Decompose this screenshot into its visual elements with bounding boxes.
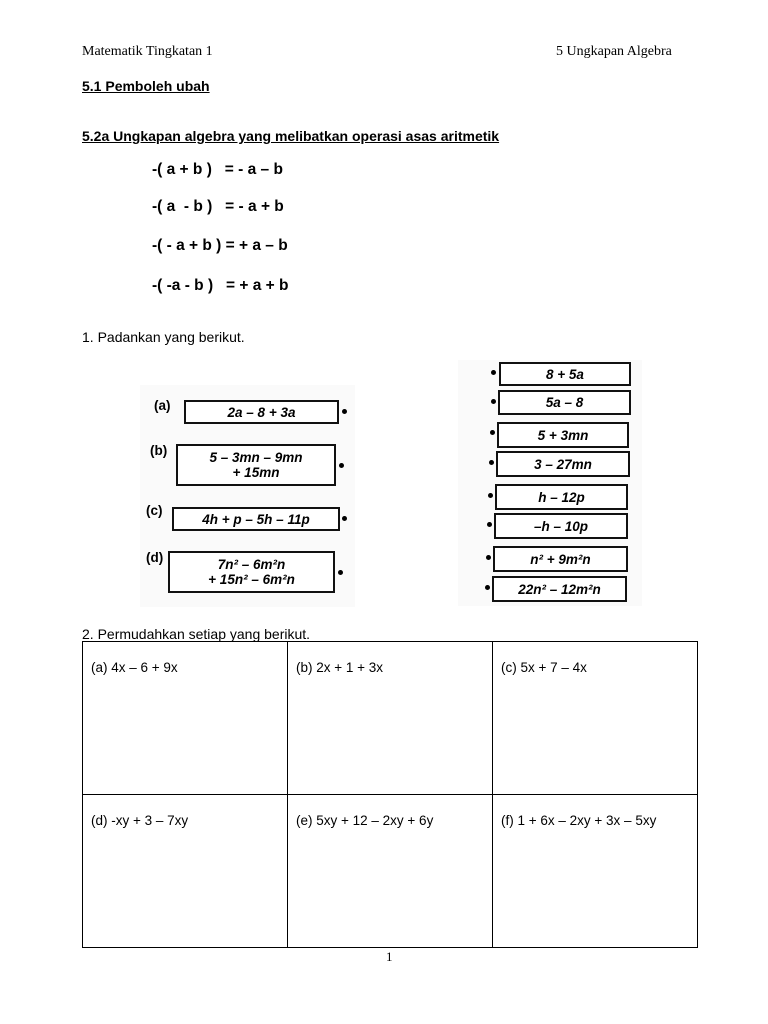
answer-box-6 xyxy=(494,513,628,539)
answer-cell-a[interactable]: (a) 4x – 6 + 9x xyxy=(83,642,288,795)
expression-box-d xyxy=(168,551,335,593)
answer-cell-e[interactable]: (e) 5xy + 12 – 2xy + 6y xyxy=(288,795,493,948)
expression-d-line-2: + 15n² – 6m²n xyxy=(208,572,295,587)
header-right: 5 Ungkapan Algebra xyxy=(556,44,672,59)
expression-box-a xyxy=(184,400,339,424)
section-5-2a-heading: 5.2a Ungkapan algebra yang melibatkan operasi asas aritmetik xyxy=(82,128,500,144)
answer-box-7 xyxy=(493,546,628,572)
answer-box-4 xyxy=(496,451,630,477)
question-2-text: 2. Permudahkan setiap yang berikut. xyxy=(82,626,311,642)
answer-3-text: 5 + 3mn xyxy=(537,427,589,443)
section-5-1-heading: 5.1 Pemboleh ubah xyxy=(82,78,210,94)
answer-box-2 xyxy=(498,390,631,415)
answer-5-text: h – 12p xyxy=(538,489,585,505)
answer-2-text: 5a – 8 xyxy=(545,395,584,410)
match-dot-d[interactable] xyxy=(338,570,343,575)
rule-2: -( a - b ) = - a + b xyxy=(152,198,284,215)
answer-cell-b[interactable]: (b) 2x + 1 + 3x xyxy=(288,642,493,795)
match-dot-r3[interactable] xyxy=(490,430,495,435)
expression-b-line-1: 5 – 3mn – 9mn xyxy=(209,450,303,465)
answer-8-text: 22n² – 12m²n xyxy=(518,581,601,597)
page-number: 1 xyxy=(386,949,393,964)
expression-c-line-1: 4h + p – 5h – 11p xyxy=(202,511,310,527)
item-label-c: (c) xyxy=(146,503,163,518)
match-dot-r6[interactable] xyxy=(487,522,492,527)
table-row xyxy=(83,795,698,948)
answer-box-3 xyxy=(497,422,629,448)
answer-box-1 xyxy=(499,362,631,386)
item-label-b: (b) xyxy=(150,443,168,458)
match-dot-r8[interactable] xyxy=(485,585,490,590)
expression-b-line-2: + 15mn xyxy=(232,465,280,480)
match-dot-r2[interactable] xyxy=(491,399,496,404)
match-dot-r4[interactable] xyxy=(489,460,494,465)
answer-4-text: 3 – 27mn xyxy=(534,456,592,472)
item-label-d: (d) xyxy=(146,550,164,565)
exercise-table xyxy=(82,641,698,948)
expression-box-c xyxy=(172,507,340,531)
answer-box-8 xyxy=(492,576,627,602)
item-label-a: (a) xyxy=(154,398,171,413)
match-dot-r1[interactable] xyxy=(491,370,496,375)
match-dot-b[interactable] xyxy=(339,463,344,468)
question-1-text: 1. Padankan yang berikut. xyxy=(82,329,245,345)
expression-box-b xyxy=(176,444,336,486)
expression-d-line-1: 7n² – 6m²n xyxy=(217,557,286,572)
answer-6-text: –h – 10p xyxy=(533,518,589,534)
answer-cell-c[interactable]: (c) 5x + 7 – 4x xyxy=(493,642,698,795)
answer-cell-d[interactable]: (d) -xy + 3 – 7xy xyxy=(83,795,288,948)
match-dot-r5[interactable] xyxy=(488,493,493,498)
expression-a-line-1: 2a – 8 + 3a xyxy=(227,404,296,420)
match-dot-r7[interactable] xyxy=(486,555,491,560)
rule-1: -( a + b ) = - a – b xyxy=(152,161,283,178)
rule-3: -( - a + b ) = + a – b xyxy=(152,237,288,254)
match-dot-a[interactable] xyxy=(342,409,347,414)
rule-4: -( -a - b ) = + a + b xyxy=(152,277,289,294)
table-row xyxy=(83,642,698,795)
answer-box-5 xyxy=(495,484,628,510)
answer-7-text: n² + 9m²n xyxy=(530,551,591,567)
match-dot-c[interactable] xyxy=(342,516,347,521)
answer-cell-f[interactable]: (f) 1 + 6x – 2xy + 3x – 5xy xyxy=(493,795,698,948)
header-left: Matematik Tingkatan 1 xyxy=(82,44,213,59)
answer-1-text: 8 + 5a xyxy=(546,366,584,382)
